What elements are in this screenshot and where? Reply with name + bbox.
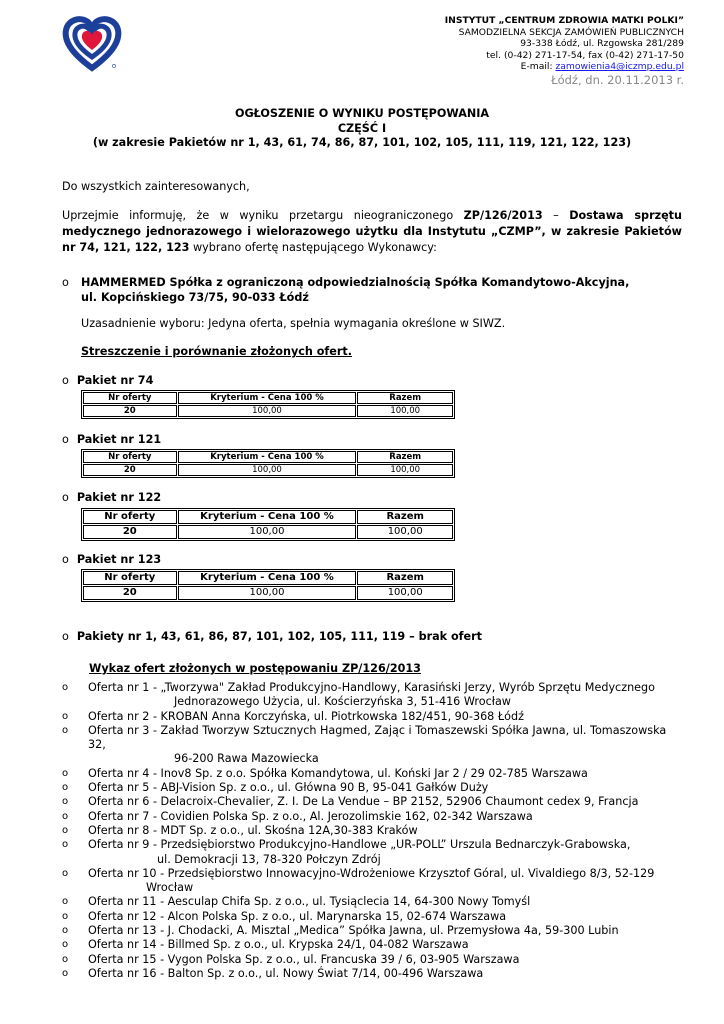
header-criterion: Kryterium - Cena 100 % — [178, 451, 357, 463]
bullet-icon: o — [62, 967, 69, 979]
list-item — [62, 867, 682, 896]
bullet-icon: o — [62, 824, 69, 836]
email-label: E-mail: — [520, 61, 556, 73]
offer-line-1: Oferta nr 4 - Inov8 Sp. z o.o. Spółka Komandytowa, ul. Koński Jar 2 / 29 02-785 Warszawa — [88, 766, 588, 780]
institution-header — [445, 15, 684, 87]
package-label: Pakiet nr 123 — [76, 553, 162, 566]
list-item — [62, 795, 682, 809]
header-criterion: Kryterium - Cena 100 % — [178, 510, 357, 524]
list-item — [62, 767, 682, 781]
bullet-icon: o — [62, 630, 69, 643]
cell-total: 100,00 — [357, 525, 453, 539]
list-item — [62, 781, 682, 795]
offer-line-2: 96-200 Rawa Mazowiecka — [174, 752, 319, 766]
offer-line-1: Oferta nr 6 - Delacroix-Chevalier, Z. I. De La Vendue – BP 2152, 52906 Chaumont cedex 9, Francja — [88, 795, 639, 809]
offer-line-1: Oferta nr 16 - Balton Sp. z o.o., ul. Nowy Świat 7/14, 00-496 Warszawa — [88, 966, 484, 980]
section-name: SAMODZIELNA SEKCJA ZAMÓWIEŃ PUBLICZNYCH — [458, 26, 684, 38]
winner-block — [62, 275, 682, 331]
package-table — [81, 449, 455, 478]
offers-list — [62, 681, 682, 981]
list-item — [62, 810, 682, 824]
offer-line-1: Oferta nr 2 - KROBAN Anna Korczyńska, ul. Piotrkowska 182/451, 90-368 Łódź — [88, 709, 524, 723]
package-table — [81, 390, 455, 419]
list-item — [62, 681, 682, 710]
bullet-icon: o — [62, 810, 69, 822]
intro-text-1: Uprzejmie informuję, że w wyniku przetargu nieograniczonego — [62, 209, 464, 222]
package-block — [62, 491, 462, 537]
bullet-icon: o — [62, 682, 69, 693]
package-label: Pakiet nr 121 — [76, 433, 162, 446]
cell-offer: 20 — [83, 405, 177, 417]
winner-name: HAMMERMED Spółka z ograniczoną odpowiedzialnością Spółka Komandytowo-Akcyjna, — [81, 276, 630, 289]
header-offer: Nr oferty — [83, 510, 177, 524]
cell-total: 100,00 — [357, 586, 453, 600]
bullet-icon: o — [62, 925, 69, 937]
cell-offer: 20 — [83, 525, 177, 539]
header-total: Razem — [357, 392, 453, 404]
bullet-icon: o — [62, 724, 69, 736]
offer-line-1: Oferta nr 12 - Alcon Polska Sp. z o.o., ul. Marynarska 15, 02-674 Warszawa — [88, 909, 507, 923]
cell-criterion: 100,00 — [178, 405, 357, 417]
winner-address: ul. Kopcińskiego 73/75, 90-033 Łódź — [81, 291, 309, 304]
bullet-icon: o — [62, 896, 69, 908]
no-offers-text: Pakiety nr 1, 43, 61, 86, 87, 101, 102, 105, 111, 119 – brak ofert — [76, 630, 483, 643]
offer-line-2: ul. Demokracji 13, 78-320 Połczyn Zdrój — [157, 852, 381, 866]
list-item — [62, 938, 682, 952]
list-item — [62, 724, 682, 767]
bullet-icon: o — [62, 374, 69, 387]
list-item — [62, 953, 682, 967]
offers-heading: Wykaz ofert złożonych w postępowaniu ZP/126/2013 — [89, 662, 421, 675]
package-block — [62, 553, 462, 598]
offer-line-1: Oferta nr 8 - MDT Sp. z o.o., ul. Skośna 12A,30-383 Kraków — [88, 823, 418, 837]
phone: tel. (0-42) 271-17-54, fax (0-42) 271-17-50 — [486, 49, 684, 61]
package-table — [81, 508, 455, 541]
offer-line-2: Wrocław — [146, 881, 194, 895]
bullet-icon: o — [62, 491, 69, 504]
no-offers-line — [62, 630, 482, 643]
package-label: Pakiet nr 122 — [76, 491, 162, 504]
list-item — [62, 838, 682, 867]
title-line-2: CZĘŚĆ I — [337, 121, 387, 135]
bullet-icon: o — [62, 782, 69, 794]
cell-offer: 20 — [83, 464, 177, 476]
email-link[interactable]: zamowienia4@iczmp.edu.pl — [555, 61, 684, 73]
cell-total: 100,00 — [357, 464, 453, 476]
offer-line-1: Oferta nr 15 - Vygon Polska Sp. z o.o., ul. Francuska 39 / 6, 03-905 Warszawa — [88, 952, 520, 966]
bullet-icon: o — [62, 910, 69, 922]
offer-line-1: Oferta nr 10 - Przedsiębiorstwo Innowacyjno-Wdrożeniowe Krzysztof Góral, ul. Vivaldiego 8/3, 52-129 — [88, 866, 655, 880]
list-item — [62, 967, 682, 981]
cell-criterion: 100,00 — [178, 464, 357, 476]
header-criterion: Kryterium - Cena 100 % — [178, 571, 357, 585]
cell-total: 100,00 — [357, 405, 453, 417]
offer-line-1: Oferta nr 5 - ABJ-Vision Sp. z o.o., ul. Główna 90 B, 95-041 Gałków Duży — [88, 781, 489, 795]
list-item — [62, 924, 682, 938]
document-title — [0, 107, 724, 151]
header-criterion: Kryterium - Cena 100 % — [178, 392, 357, 404]
list-item — [62, 710, 682, 724]
greeting: Do wszystkich zainteresowanych, — [62, 180, 250, 193]
cell-criterion: 100,00 — [178, 525, 357, 539]
intro-text-3: wybrano ofertę następującego Wykonawcy: — [189, 241, 437, 254]
bullet-icon: o — [62, 796, 69, 808]
cell-criterion: 100,00 — [178, 586, 357, 600]
offer-line-1: Oferta nr 3 - Zakład Tworzyw Sztucznych Hagmed, Zając i Tomaszewski Spółka Jawna, ul. Tomaszowska 32, — [88, 723, 667, 752]
bullet-icon: o — [62, 867, 69, 879]
offer-line-1: Oferta nr 9 - Przedsiębiorstwo Produkcyjno-Handlowe „UR-POLL” Urszula Bednarczyk-Grabowska, — [88, 838, 631, 852]
email-line — [445, 61, 684, 73]
summary-heading: Streszczenie i porównanie złożonych ofert. — [81, 345, 353, 358]
list-item — [62, 910, 682, 924]
bullet-icon: o — [62, 939, 69, 951]
list-item — [62, 824, 682, 838]
header-total: Razem — [357, 510, 453, 524]
offer-line-1: Oferta nr 13 - J. Chodacki, A. Misztal „Medica” Spółka Jawna, ul. Przemysłowa 4a, 59-300 Lubin — [88, 924, 619, 938]
heart-logo-icon — [62, 14, 122, 74]
bullet-icon: o — [62, 710, 69, 722]
package-table — [81, 569, 455, 602]
address: 93-338 Łódź, ul. Rzgowska 281/289 — [520, 38, 684, 50]
package-block — [62, 433, 462, 475]
header-offer: Nr oferty — [83, 571, 177, 585]
intro-text-2: – — [542, 209, 570, 222]
procedure-reference: ZP/126/2013 — [463, 209, 543, 222]
offer-line-1: Oferta nr 1 - „Tworzywa" Zakład Produkcyjno-Handlowy, Karasiński Jerzy, Wyrób Sprzętu Medycznego — [88, 681, 656, 694]
procurement-subject: Dostawa sprzętu medycznego jednorazowego i wielorazowego użytku dla Instytutu „CZMP”, w zakresie Pakietów nr 74, 121, 122, 123 — [62, 209, 682, 254]
header-total: Razem — [357, 571, 453, 585]
header-offer: Nr oferty — [83, 392, 177, 404]
selection-reason: Uzasadnienie wyboru: Jedyna oferta, spełnia wymagania określone w SIWZ. — [81, 317, 506, 330]
header-total: Razem — [357, 451, 453, 463]
header-offer: Nr oferty — [83, 451, 177, 463]
institute-name: INSTYTUT „CENTRUM ZDROWIA MATKI POLKI” — [444, 15, 684, 26]
list-item — [62, 895, 682, 909]
bullet-icon: o — [62, 433, 69, 446]
title-line-3: (w zakresie Pakietów nr 1, 43, 61, 74, 86, 87, 101, 102, 105, 111, 119, 121, 122, 123) — [92, 136, 632, 149]
package-label: Pakiet nr 74 — [76, 374, 154, 387]
title-line-1: OGŁOSZENIE O WYNIKU POSTĘPOWANIA — [234, 107, 490, 120]
offer-line-2: Jednorazowego Użycia, ul. Kościerzyńska 3, 51-416 Wrocław — [174, 695, 511, 709]
document-date: Łódź, dn. 20.11.2013 r. — [551, 72, 684, 87]
bullet-icon: o — [62, 276, 69, 289]
offer-line-1: Oferta nr 14 - Billmed Sp. z o.o., ul. Krypska 24/1, 04-082 Warszawa — [88, 938, 469, 952]
bullet-icon: o — [62, 767, 69, 779]
intro-paragraph — [62, 208, 682, 256]
bullet-icon: o — [62, 553, 69, 566]
package-block — [62, 374, 462, 416]
bullet-icon: o — [62, 839, 69, 851]
bullet-icon: o — [62, 953, 69, 965]
offer-line-1: Oferta nr 11 - Aesculap Chifa Sp. z o.o., ul. Tysiąclecia 14, 64-300 Nowy Tomyśl — [88, 895, 531, 909]
offer-line-1: Oferta nr 7 - Covidien Polska Sp. z o.o., Al. Jerozolimskie 162, 02-342 Warszawa — [88, 809, 533, 823]
cell-offer: 20 — [83, 586, 177, 600]
